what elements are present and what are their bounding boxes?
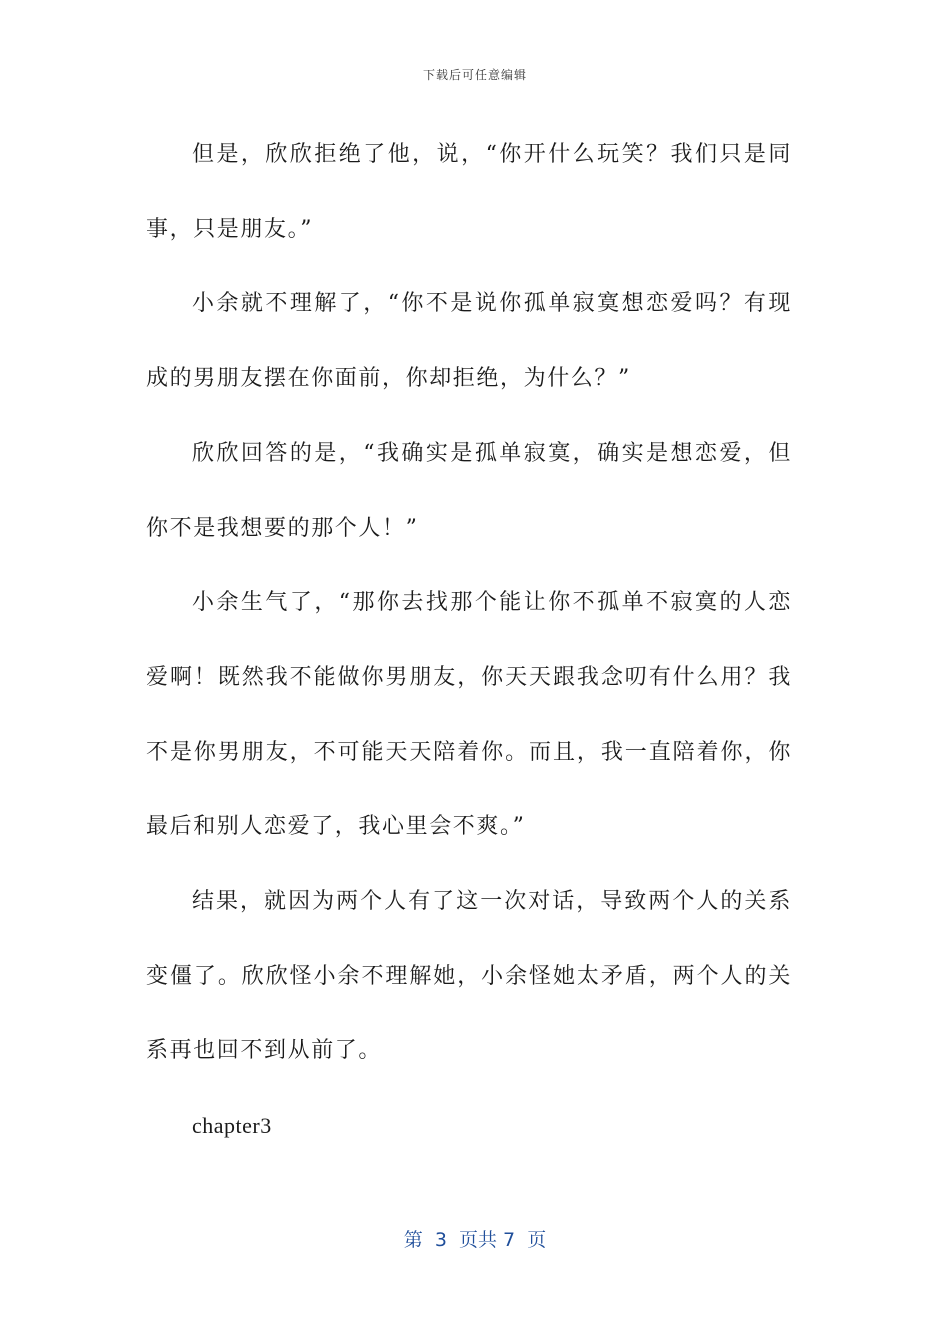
paragraph: 欣欣回答的是，“我确实是孤单寂寞，确实是想恋爱，但你不是我想要的那个人！” [146,440,792,541]
paragraph: 小余生气了，“那你去找那个能让你不孤单不寂寞的人恋爱啊！既然我不能做你男朋友，你天天跟我念叨有什么用？我不是你男朋友，不可能天天陪着你。而且，我一直陪着你，你最后和别人恋爱了，我心里会不爽。” [146,590,792,840]
paragraph: 小余就不理解了，“你不是说你孤单寂寞想恋爱吗？有现成的男朋友摆在你面前，你却拒绝，为什么？” [146,291,792,392]
paragraph: 但是，欣欣拒绝了他，说，“你开什么玩笑？我们只是同事，只是朋友。” [146,142,792,242]
page-header: 下载后可任意编辑 [422,68,527,82]
page-footer: 第 3 页共 7 页 [403,1229,547,1251]
chapter-heading: chapter3 [192,1113,272,1139]
document-body [146,118,792,1164]
paragraph: 结果，就因为两个人有了这一次对话，导致两个人的关系变僵了。欣欣怪小余不理解她，小余怪她太矛盾，两个人的关系再也回不到从前了。 [146,889,792,1064]
